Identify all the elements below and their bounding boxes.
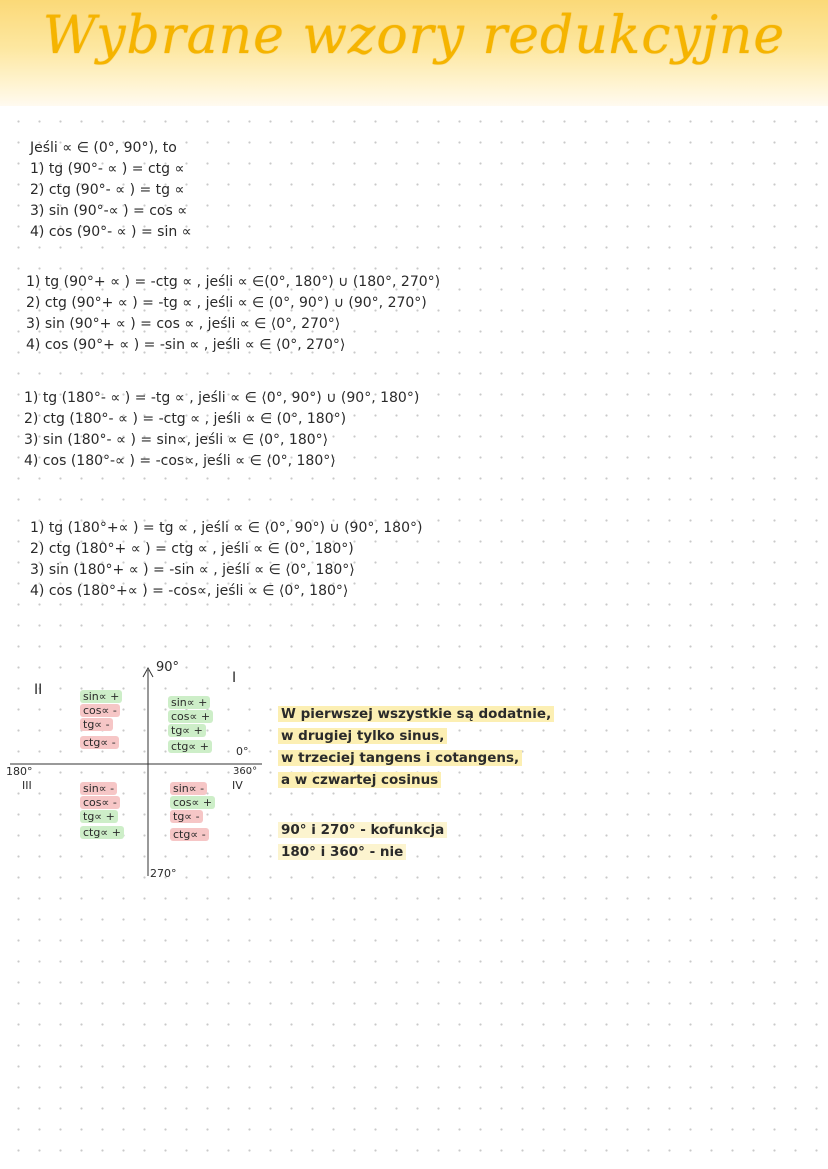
q3-ctg-sign: ctg∝ +	[80, 826, 124, 839]
q1-tg-sign: tg∝ +	[168, 724, 206, 737]
q2-sin-sign: sin∝ +	[80, 690, 122, 703]
mnemonic-line-1: W pierwszej wszystkie są dodatnie,	[278, 704, 554, 724]
formula-line: 2) ctg (90°- ∝ ) = tg ∝	[30, 182, 185, 198]
quadrant-label-4: IV	[232, 779, 243, 792]
q4-tg-sign: tg∝ -	[170, 810, 203, 823]
formula-line: 1) tg (180°+∝ ) = tg ∝ , jeśli ∝ ∈ ⟨0°, 90°) ∪ (90°, 180°)	[30, 520, 423, 536]
q3-tg-sign: tg∝ +	[80, 810, 118, 823]
formula-line: 4) cos (90°- ∝ ) = sin ∝	[30, 224, 192, 240]
mnemonic-line-2: w drugiej tylko sinus,	[278, 726, 447, 746]
axis-label-360: 360°	[233, 766, 258, 777]
formula-line: 3) sin (180°- ∝ ) = sin∝, jeśli ∝ ∈ ⟨0°, 180°⟩	[24, 432, 329, 448]
formula-line: 1) tg (90°- ∝ ) = ctg ∝	[30, 161, 185, 177]
formula-group-1	[30, 138, 192, 243]
formula-line: 1) tg (180°- ∝ ) = -tg ∝ , jeśli ∝ ∈ ⟨0°, 90°) ∪ (90°, 180°)	[24, 390, 420, 406]
formula-group-3	[24, 388, 419, 472]
formula-line: 4) cos (180°+∝ ) = -cos∝, jeśli ∝ ∈ ⟨0°, 180°⟩	[30, 583, 349, 599]
q4-ctg-sign: ctg∝ -	[170, 828, 209, 841]
q1-cos-sign: cos∝ +	[168, 710, 213, 723]
mnemonic-line-3: w trzeciej tangens i cotangens,	[278, 748, 522, 768]
quadrant-label-2: II	[34, 682, 43, 698]
cofunction-line-2: 180° i 360° - nie	[278, 842, 406, 862]
title-banner	[0, 0, 828, 106]
q2-tg-sign: tg∝ -	[80, 718, 113, 731]
formula-line: 2) ctg (180°- ∝ ) = -ctg ∝ , jeśli ∝ ∈ (0°, 180°)	[24, 411, 347, 427]
formula-line: 2) ctg (90°+ ∝ ) = -tg ∝ , jeśli ∝ ∈ (0°, 90°) ∪ (90°, 270°)	[26, 295, 427, 311]
cofunction-line-1: 90° i 270° - kofunkcja	[278, 820, 447, 840]
formula-group-4	[30, 518, 422, 602]
formula-line: 3) sin (90°+ ∝ ) = cos ∝ , jeśli ∝ ∈ ⟨0°, 270°⟩	[26, 316, 341, 332]
formula-group-2	[26, 272, 440, 356]
quadrant-label-1: I	[232, 670, 237, 686]
formula-line: 4) cos (90°+ ∝ ) = -sin ∝ , jeśli ∝ ∈ ⟨0°, 270°⟩	[26, 337, 346, 353]
q2-cos-sign: cos∝ -	[80, 704, 120, 717]
formula-line: 1) tg (90°+ ∝ ) = -ctg ∝ , jeśli ∝ ∈(0°, 180°) ∪ (180°, 270°)	[26, 274, 441, 290]
axis-label-180: 180°	[6, 765, 33, 778]
formula-line: 3) sin (180°+ ∝ ) = -sin ∝ , jeśli ∝ ∈ ⟨0°, 180°⟩	[30, 562, 355, 578]
axis-label-0: 0°	[236, 745, 249, 758]
q4-cos-sign: cos∝ +	[170, 796, 215, 809]
quadrant-label-3: III	[22, 779, 32, 792]
q1-sin-sign: sin∝ +	[168, 696, 210, 709]
group-1-intro: Jeśli ∝ ∈ (0°, 90°), to	[30, 140, 177, 156]
q1-ctg-sign: ctg∝ +	[168, 740, 212, 753]
q3-cos-sign: cos∝ -	[80, 796, 120, 809]
formula-line: 2) ctg (180°+ ∝ ) = ctg ∝ , jeśli ∝ ∈ (0°, 180°)	[30, 541, 354, 557]
mnemonic-line-4: a w czwartej cosinus	[278, 770, 441, 790]
formula-line: 4) cos (180°-∝ ) = -cos∝, jeśli ∝ ∈ ⟨0°, 180°⟩	[24, 453, 336, 469]
quadrant-graph	[0, 650, 270, 890]
axis-label-90: 90°	[156, 660, 180, 675]
q2-ctg-sign: ctg∝ -	[80, 736, 119, 749]
q3-sin-sign: sin∝ -	[80, 782, 117, 795]
page-title: Wybrane wzory redukcyjne	[42, 6, 786, 66]
axis-label-270: 270°	[150, 867, 177, 880]
formula-line: 3) sin (90°-∝ ) = cos ∝	[30, 203, 188, 219]
q4-sin-sign: sin∝ -	[170, 782, 207, 795]
